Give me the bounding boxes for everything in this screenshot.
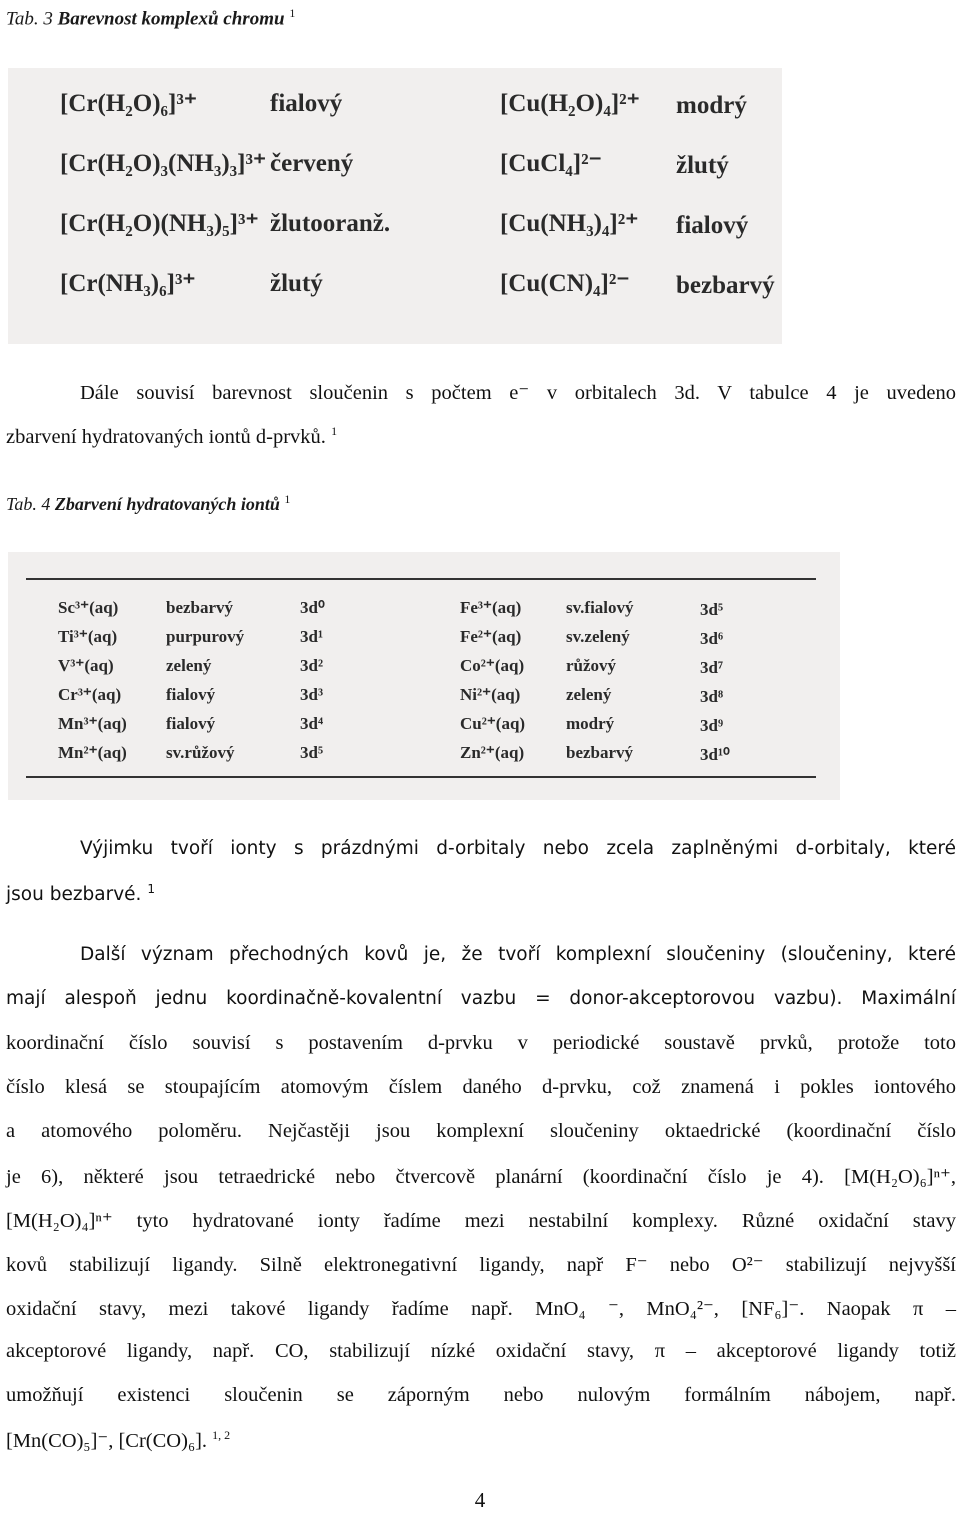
tab3-color: žlutý [270,270,323,297]
paragraph-line: číslo klesá se stoupajícím atomovým číslem daného d-prvku, což znamená i pokles iontového [6,1076,956,1098]
paragraph-line-text: zbarvení hydratovaných iontů d-prvků. [6,425,326,448]
tab4-config: 3d⁵ [300,743,324,762]
tab4-color: zelený [566,685,612,704]
tab4-ion: Sc³⁺(aq) [58,598,119,617]
tab4-config: 3d¹⁰ [700,745,730,764]
tab4-caption-prefix: Tab. 4 [6,494,55,514]
tab4-caption-title: Zbarvení hydratovaných iontů [54,494,280,514]
tab4-caption-ref: 1 [284,492,291,506]
paragraph-line-text: jsou bezbarvé. [6,884,142,906]
tab4-config: 3d⁸ [700,687,724,706]
paragraph-line: [M(H₂O)₄]ⁿ⁺ tyto hydratované ionty řadíme mezi nestabilní komplexy. Různé oxidační stavy [6,1210,956,1232]
paragraph-line [6,1428,230,1453]
paragraph-colour-electrons [6,380,956,450]
tab4-config: 3d⁹ [700,716,724,735]
tab4-color: bezbarvý [166,598,234,617]
citation-ref: 1 [147,882,155,896]
tab4-ion: Fe²⁺(aq) [460,627,522,646]
tab4-scanned-table [8,552,840,800]
tab3-ion: [Cr(NH₃)₆]³⁺ [60,270,196,297]
paragraph-line: mají alespoň jednu koordinačně-kovalentní vazbu = donor-akceptorovou vazbu). Maximální [6,988,956,1009]
tab4-config: 3d⁴ [300,714,324,733]
tab3-ion: [Cu(H₂O)₄]²⁺ [500,90,640,117]
tab3-ion: [Cr(H₂O)₃(NH₃)₃]³⁺ [60,150,267,177]
tab3-caption-title: Barevnost komplexů chromu [57,8,285,30]
tab4-ion: Co²⁺(aq) [460,656,525,675]
tab4-ion: Mn²⁺(aq) [58,743,127,762]
tab4-ion: Cu²⁺(aq) [460,714,526,733]
tab4-color: bezbarvý [566,743,634,762]
tab3-ion: [CuCl₄]²⁻ [500,150,602,177]
paragraph-line: Další význam přechodných kovů je, že tvoří komplexní sloučeniny (sloučeniny, které [80,944,956,965]
tab3-caption [6,6,295,30]
tab3-ion: [Cu(CN)₄]²⁻ [500,270,630,297]
citation-ref: 1 [331,424,338,438]
tab3-color: bezbarvý [676,272,775,299]
paragraph-line: a atomového poloměru. Nejčastěji jsou komplexní sloučeniny oktaedrické (koordinační číslo [6,1120,956,1142]
paragraph-line: kovů stabilizují ligandy. Silně elektronegativní ligandy, např F⁻ nebo O²⁻ stabilizují nejvyšší [6,1254,956,1276]
tab3-caption-ref: 1 [289,6,296,20]
tab3-color: modrý [676,92,747,119]
tab4-color: sv.zelený [566,627,630,646]
citation-ref: 1, 2 [212,1428,231,1443]
tab3-ion: [Cr(H₂O)₆]³⁺ [60,90,198,117]
tab3-ion: [Cu(NH₃)₄]²⁺ [500,210,639,237]
tab4-ion: Ni²⁺(aq) [460,685,521,704]
tab3-color: žlutooranž. [270,210,391,237]
paragraph-complex-compounds [6,944,956,1464]
tab3-ion: [Cr(H₂O)(NH₃)₅]³⁺ [60,210,259,237]
tab4-caption [6,492,290,515]
paragraph-line [6,424,337,449]
paragraph-line: koordinační číslo souvisí s postavením d-prvku v periodické soustavě prvků, protože toto [6,1032,956,1054]
paragraph-line: Výjimku tvoří ionty s prázdnými d-orbitaly nebo zcela zaplněnými d-orbitaly, které [80,838,956,859]
tab4-ion: Ti³⁺(aq) [58,627,118,646]
tab4-color: sv.růžový [166,743,235,762]
paragraph-line: oxidační stavy, mezi takové ligandy řadíme např. MnO₄ ⁻, MnO₄²⁻, [NF₆]⁻. Naopak π – [6,1298,956,1320]
tab4-ion: Cr³⁺(aq) [58,685,122,704]
paragraph-line-text: [Mn(CO)₅]⁻, [Cr(CO)₆]. [6,1430,208,1452]
tab4-color: purpurový [166,627,245,646]
paragraph-line: je 6), některé jsou tetraedrické nebo čtvercově planární (koordinační číslo je 4). [M(H₂O)₆]ⁿ⁺, [6,1166,956,1188]
tab4-config: 3d⁷ [700,658,724,677]
tab4-config: 3d⁰ [300,598,325,617]
tab4-config: 3d⁵ [700,600,724,619]
tab3-color: žlutý [676,152,729,179]
tab3-color: fialový [676,212,749,239]
tab4-config: 3d⁶ [700,629,724,648]
tab4-ion: V³⁺(aq) [58,656,114,675]
table-top-rule [26,578,816,580]
tab3-scanned-table [8,68,782,344]
tab4-color: sv.fialový [566,598,634,617]
tab4-config: 3d² [300,656,324,675]
tab4-color: modrý [566,714,615,733]
tab4-config: 3d³ [300,685,324,704]
tab3-color: fialový [270,90,343,117]
paragraph-line: akceptorové ligandy, např. CO, stabilizují nízké oxidační stavy, π – akceptorové ligandy totiž [6,1340,956,1362]
tab4-color: fialový [166,685,216,704]
tab4-color: fialový [166,714,216,733]
table-bottom-rule [26,776,816,778]
tab4-ion: Fe³⁺(aq) [460,598,522,617]
tab4-ion: Zn²⁺(aq) [460,743,525,762]
paragraph-exceptions [6,838,956,918]
paragraph-line: umožňují existenci sloučenin se záporným nebo nulovým formálním nábojem, např. [6,1384,956,1406]
page-number: 4 [474,1488,486,1512]
tab4-ion: Mn³⁺(aq) [58,714,127,733]
tab4-color: zelený [166,656,212,675]
tab4-config: 3d¹ [300,627,324,646]
tab4-color: růžový [566,656,617,675]
paragraph-line: Dále souvisí barevnost sloučenin s počtem e⁻ v orbitalech 3d. V tabulce 4 je uvedeno [80,382,956,404]
paragraph-line [6,882,155,905]
tab3-color: červený [270,150,354,177]
tab3-caption-prefix: Tab. 3 [6,8,58,30]
